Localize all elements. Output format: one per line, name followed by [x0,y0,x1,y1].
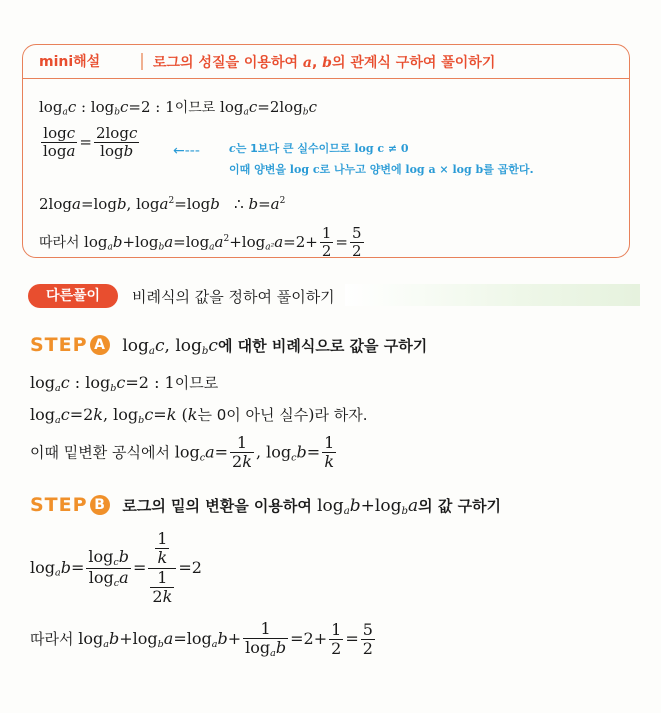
mini-note-line-2: 이때 양변을 log c로 나누고 양변에 log a × log b를 곱한다. [229,163,534,176]
step-a-line-2: $\log_ac=2k$, $\log_bc=k$ (k는 0이 아닌 실수)라 하자. [30,405,368,426]
step-a-line-3: 이때 밑변환 공식에서 $\log_ca=$ $\frac{1}{2k}$ , $\log_cb=$ $\frac{1}{k}$ [30,433,335,472]
mini-solution-title: 로그의 성질을 이용하여 a, b의 관계식 구하여 풀이하기 [153,55,496,71]
step-b-line-2: 따라서 $\log_ab+\log_ba=\log_ab+$ $\frac{1}{\log_ab}$ =2+ $\frac{1}{2}$ = $\frac{5}{2}$ [30,619,373,660]
alt-solution-title: 비례식의 값을 정하여 풀이하기 [132,288,335,306]
mini-line-3: 2loga=logb, loga$^2$=logb ∴ $b=a^2$ [39,195,286,213]
step-a-line-1: $\log_ac$ : $\log_bc=2$ : 1이므로 [30,373,219,394]
mini-solution-box [22,44,630,261]
step-b-line-1: $\log_ab=$ $\frac{\log_cb}{\log_ca}$ = $\frac{\frac{1}{k}}{\frac{1}{2k}}$ =2 [30,529,202,607]
mini-line-2: $\frac{\log c}{\log a}$ = $\frac{2\log c}{\log b}$ [43,124,138,161]
step-a-header: STEP A $\log_ac$, $\log_bc$에 대한 비례식으로 값을 구하기 [30,334,428,358]
header-divider [141,53,143,70]
step-b-header: STEP B 로그의 밑의 변환을 이용하여 $\log_ab+\log_ba$의 값 구하기 [30,494,502,518]
mini-line-1: $\log_ac$ : $\log_bc=2$ : 1이므로 $\log_ac=2\log_bc$ [39,98,317,118]
mini-note-line-1: c는 1보다 큰 실수이므로 log c ≠ 0 [229,142,409,155]
mini-note [173,141,200,159]
arrow-left-icon: ←--- [173,143,200,159]
mini-solution-header [23,45,629,79]
alt-solution-pill: 다른풀이 [28,284,118,308]
highlight-band [345,284,640,306]
mini-line-4: 따라서 $\log_ab+\log_ba=\log_aa^2+\log_{a^2}a=2+$ $\frac{1}{2}$ = $\frac{5}{2}$ [39,224,362,261]
mini-solution-tag: mini해설 [39,54,101,70]
step-a-badge: A [90,335,110,355]
step-b-badge: B [90,495,110,515]
